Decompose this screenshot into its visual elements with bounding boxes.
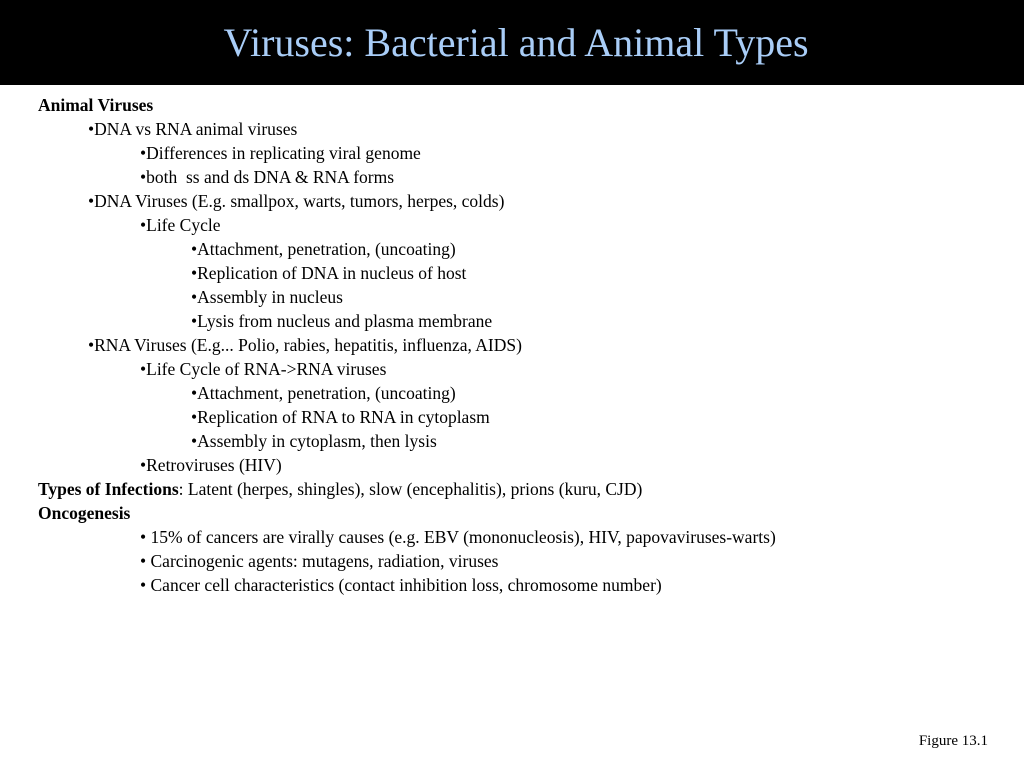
line-text: •Attachment, penetration, (uncoating) <box>191 383 456 403</box>
line-text: • Carcinogenic agents: mutagens, radiation, viruses <box>140 551 499 571</box>
line-text: •RNA Viruses (E.g... Polio, rabies, hepatitis, influenza, AIDS) <box>88 335 522 355</box>
line-text: •Replication of DNA in nucleus of host <box>191 263 467 283</box>
line-text: •Lysis from nucleus and plasma membrane <box>191 311 493 331</box>
bold-label: Oncogenesis <box>38 503 131 523</box>
outline-bullet <box>140 525 776 549</box>
bold-label: Types of Infections <box>38 479 179 499</box>
line-text: •Attachment, penetration, (uncoating) <box>191 239 456 259</box>
outline-bullet <box>191 237 456 261</box>
line-text: •Assembly in nucleus <box>191 287 343 307</box>
figure-caption: Figure 13.1 <box>918 733 988 749</box>
bold-label: Animal Viruses <box>38 95 154 115</box>
outline-bullet <box>88 117 297 141</box>
line-text: •DNA Viruses (E.g. smallpox, warts, tumors, herpes, colds) <box>88 191 505 211</box>
outline-heading <box>38 501 130 525</box>
line-text: •Replication of RNA to RNA in cytoplasm <box>191 407 490 427</box>
outline-bullet <box>140 357 386 381</box>
outline-bullet <box>191 405 490 429</box>
outline-bullet <box>140 141 421 165</box>
outline-bullet <box>191 381 456 405</box>
outline-heading <box>38 477 642 501</box>
outline-bullet <box>88 333 522 357</box>
line-text: •DNA vs RNA animal viruses <box>88 119 298 139</box>
line-text: •both ss and ds DNA & RNA forms <box>140 167 395 187</box>
line-text: • 15% of cancers are virally causes (e.g. EBV (mononucleosis), HIV, papovaviruses-warts) <box>140 527 776 547</box>
line-text: •Assembly in cytoplasm, then lysis <box>191 431 437 451</box>
outline-bullet <box>140 549 498 573</box>
line-text: : Latent (herpes, shingles), slow (encephalitis), prions (kuru, CJD) <box>178 479 643 499</box>
line-text: •Life Cycle of RNA->RNA viruses <box>140 359 387 379</box>
outline-bullet <box>191 309 492 333</box>
title-bar <box>0 0 1024 85</box>
line-text: •Retroviruses (HIV) <box>140 455 282 475</box>
outline-bullet <box>140 573 662 597</box>
outline-bullet <box>191 285 343 309</box>
slide-title: Viruses: Bacterial and Animal Types <box>223 20 809 65</box>
outline-bullet <box>191 261 466 285</box>
outline-bullet <box>140 453 282 477</box>
outline-bullet <box>140 165 394 189</box>
outline-heading <box>38 93 153 117</box>
line-text: •Life Cycle <box>140 215 221 235</box>
outline-bullet <box>88 189 504 213</box>
line-text: • Cancer cell characteristics (contact inhibition loss, chromosome number) <box>140 575 662 595</box>
outline-bullet <box>140 213 220 237</box>
outline-bullet <box>191 429 437 453</box>
line-text: •Differences in replicating viral genome <box>140 143 421 163</box>
